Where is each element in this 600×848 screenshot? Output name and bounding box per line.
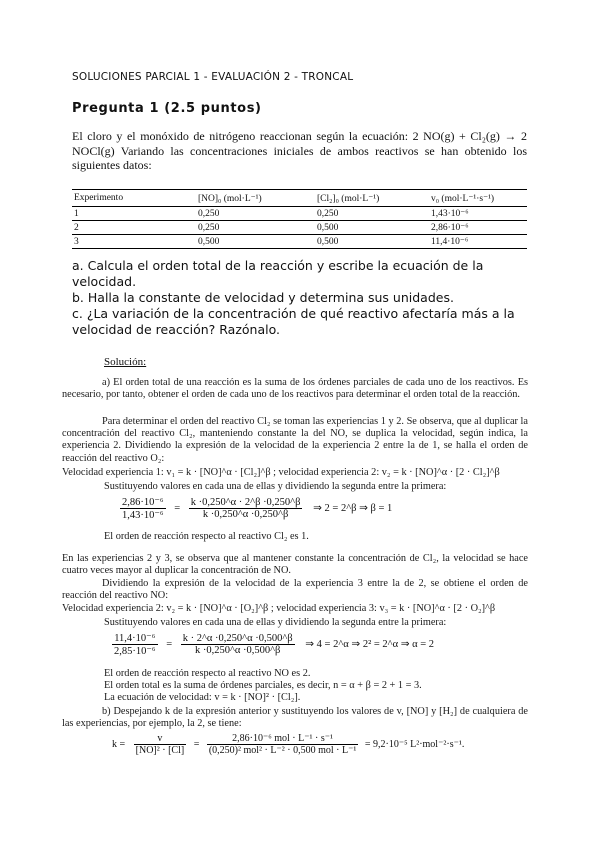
question-a: a. Calcula el orden total de la reacción y escribe la ecuación de la velocidad. [72, 258, 484, 289]
rate-equation: La ecuación de velocidad: v = k · [NO]² · [Cl₂]. [104, 692, 301, 703]
fraction-velocities-2: $\frac{\text{11,4·10⁻⁶}}{\text{2,85·10⁻⁶}}$ [114, 633, 156, 657]
table-cell: 1,43·10⁻⁶ [429, 207, 527, 221]
equation-beta: $\frac{\text{2,86·10⁻⁶}}{\text{1,43·10⁻⁶}}$ = $\frac{k \cdot 0,250\^{}\alpha \cdot 2\^{}\beta \cdot 0,250\^{}\beta}{k \cdot 0,250\^{}\alpha \cdot 0,250\^{}\beta}$ ⇒ 2 = 2^β ⇒ β = 1 [122, 497, 393, 521]
col-cl2: [Cl₂]₀ (mol·L⁻¹) [315, 190, 429, 207]
table-cell: 11,4·10⁻⁶ [429, 235, 527, 249]
fraction-k-numeric: $\frac{\text{2,86·10⁻⁶ mol · L⁻¹ · s⁻¹}}{\text{(0,250)² mol² · L⁻² · 0,500 mol · L⁻¹}}$ [208, 733, 357, 756]
page-header: SOLUCIONES PARCIAL 1 - EVALUACIÓN 2 - TRONCAL [72, 71, 354, 83]
solution-p4: Dividiendo la expresión de la velocidad de la experiencia 3 entre la de 2, se obtiene el orden de reacción del reactivo NO: [62, 578, 528, 602]
table-row [72, 221, 527, 235]
equation-alpha: $\frac{\text{11,4·10⁻⁶}}{\text{2,85·10⁻⁶}}$ = $\frac{k \cdot 2\^{}\alpha \cdot 0,250\^{}\alpha \cdot 0,500\^{}\beta}{k \cdot 0,250\^{}\alpha \cdot 0,500\^{}\beta}$ ⇒ 4 = 2^α ⇒ 2² = 2^α ⇒ α = 2 [114, 633, 435, 657]
questions-list [72, 258, 532, 338]
substitution-note-2: Sustituyendo valores en cada una de ellas y dividiendo la segunda entre la primera: [104, 617, 447, 628]
data-table [72, 189, 527, 249]
solution-p1: a) El orden total de una reacción es la suma de los órdenes parciales de cada uno de los reactivos. Es necesario, por tanto, obtener el orden de cada uno de los reactivos para determinar el orden total de la reacción. [62, 377, 528, 401]
col-experimento: Experimento [72, 190, 196, 207]
rate-expressions-1: Velocidad experiencia 1: v₁ = k · [NO]^α · [Cl₂]^β ; velocidad experiencia 2: v₂ = k · [NO]^α · [2 · Cl₂]^β [62, 467, 500, 478]
fraction-velocities-1: $\frac{\text{2,86·10⁻⁶}}{\text{1,43·10⁻⁶}}$ [122, 497, 164, 521]
solution-p5: b) Despejando k de la expresión anterior y sustituyendo los valores de v, [NO] y [H₂] de cualquiera de las experiencias, por ejemplo, la 2, se tiene: [62, 706, 528, 730]
rate-expressions-2: Velocidad experiencia 2: v₂ = k · [NO]^α · [O₂]^β ; velocidad experiencia 3: v₃ = k · [NO]^α · [2 · O₂]^β [62, 603, 496, 614]
fraction-rate-laws-2: $\frac{k \cdot 2\^{}\alpha \cdot 0,250\^{}\alpha \cdot 0,500\^{}\beta}{k \cdot 0,250\^{}\alpha \cdot 0,500\^{}\beta}$ [182, 633, 293, 656]
col-v0: v₀ (mol·L⁻¹·s⁻¹) [429, 190, 527, 207]
table-cell: 1 [72, 207, 196, 221]
solution-heading: Solución: [104, 356, 147, 368]
order-cl2: El orden de reacción respecto al reactivo Cl₂ es 1. [104, 531, 309, 542]
question-b: b. Halla la constante de velocidad y determina sus unidades. [72, 290, 454, 305]
col-no: [NO]₀ (mol·L⁻¹) [196, 190, 315, 207]
table-cell: 3 [72, 235, 196, 249]
order-no: El orden de reacción respecto al reactivo NO es 2. [104, 668, 311, 679]
question-intro: El cloro y el monóxido de nitrógeno reaccionan según la ecuación: 2 NO(g) + Cl₂(g) → 2 NOCl(g) Variando las concentraciones iniciales de ambos reactivos se han obtenido los siguientes datos: [72, 129, 527, 172]
table-cell: 0,500 [315, 221, 429, 235]
table-cell: 0,250 [196, 221, 315, 235]
question-title: Pregunta 1 (2.5 puntos) [72, 101, 262, 116]
table-cell: 0,500 [196, 235, 315, 249]
question-c: c. ¿La variación de la concentración de qué reactivo afectaría más a la velocidad de reacción? Razónalo. [72, 306, 515, 337]
fraction-k-symbolic: $\frac{v}{\text{[NO]² · [Cl]}}$ [135, 733, 185, 756]
table-row [72, 235, 527, 249]
substitution-note-1: Sustituyendo valores en cada una de ellas y dividiendo la segunda entre la primera: [104, 481, 447, 492]
table-cell: 0,500 [315, 235, 429, 249]
table-cell: 0,250 [315, 207, 429, 221]
table-cell: 2,86·10⁻⁶ [429, 221, 527, 235]
table-row [72, 207, 527, 221]
solution-p3: En las experiencias 2 y 3, se observa que al mantener constante la concentración de Cl₂, la velocidad se hace cuatro veces mayor al duplicar la concentración de NO. [62, 553, 528, 577]
table-cell: 0,250 [196, 207, 315, 221]
total-order: El orden total es la suma de órdenes parciales, es decir, n = α + β = 2 + 1 = 3. [104, 680, 422, 691]
solution-p2: Para determinar el orden del reactivo Cl₂ se toman las experiencias 1 y 2. Se observa, que al duplicar la concentración del reactivo Cl₂, manteniendo constante la del NO, se duplica la velocidad, según indica, la experiencia 2. Dividiendo la expresión de la velocidad de la experiencia 2 entre la de 1, se halla el orden de reacción del reactivo O₂: [62, 416, 528, 464]
equation-k: k = $\frac{v}{\text{[NO]² · [Cl]}}$ = $\frac{\text{2,86·10⁻⁶ mol · L⁻¹ · s⁻¹}}{\text{(0,250)² mol² · L⁻² · 0,500 mol · L⁻¹}}$ = 9,2·10⁻⁵ L²·mol⁻²·s⁻¹. [112, 733, 465, 756]
table-cell: 2 [72, 221, 196, 235]
table-header-row [72, 190, 527, 207]
fraction-rate-laws-1: $\frac{k \cdot 0,250\^{}\alpha \cdot 2\^{}\beta \cdot 0,250\^{}\beta}{k \cdot 0,250\^{}\alpha \cdot 0,250\^{}\beta}$ [190, 497, 301, 520]
